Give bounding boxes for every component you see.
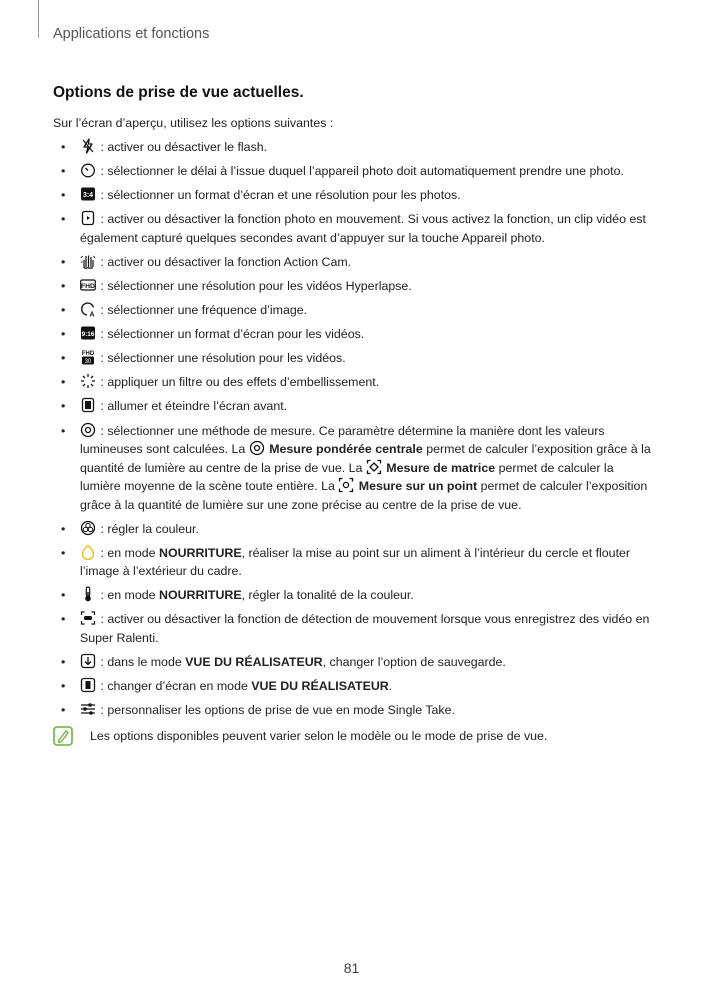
- option-item: [53, 325, 653, 344]
- bullet: •: [61, 521, 66, 536]
- bullet: •: [61, 212, 66, 227]
- option-text: : appliquer un filtre ou des effets d’embellissement.: [97, 375, 380, 390]
- bullet: •: [61, 399, 66, 414]
- action-cam-hand-icon: [80, 253, 96, 269]
- section-header: Applications et fonctions: [53, 26, 210, 42]
- option-text: : activer ou désactiver la fonction photo en mouvement. Si vous activez la fonction, un clip vidéo est également capturé quelques secondes avant d’appuyer sur la touche Appareil photo.: [80, 212, 646, 245]
- bullet: •: [61, 545, 66, 560]
- intro-text: Sur l’écran d’aperçu, utilisez les options suivantes :: [53, 116, 334, 130]
- option-term: VUE DU RÉALISATEUR: [251, 679, 389, 694]
- option-item: [53, 138, 653, 157]
- matrix-icon: [366, 459, 382, 475]
- motion-detect-icon: [80, 610, 96, 626]
- svg-text:A: A: [89, 311, 95, 318]
- bullet: •: [61, 375, 66, 390]
- bullet: •: [61, 423, 66, 438]
- svg-text:3:4: 3:4: [82, 192, 94, 200]
- option-item: [53, 186, 653, 205]
- option-item: [53, 397, 653, 416]
- bullet: •: [61, 612, 66, 627]
- option-item: [53, 210, 653, 247]
- option-text: : activer ou désactiver la fonction de détection de mouvement lorsque vous enregistrez des vidéo en Super Ralenti.: [80, 612, 650, 645]
- color-tone-icon: [80, 520, 96, 536]
- svg-text:9:16: 9:16: [81, 331, 95, 339]
- front-flash-icon: [80, 397, 96, 413]
- option-text: : sélectionner le délai à l’issue duquel l’appareil photo doit automatiquement prendre une photo.: [97, 164, 624, 179]
- svg-text:FHD: FHD: [81, 283, 95, 291]
- svg-text:30: 30: [84, 359, 92, 366]
- option-item: [53, 586, 653, 605]
- flash-icon: [80, 138, 96, 154]
- center-weighted-icon: [249, 440, 265, 456]
- bullet: •: [61, 588, 66, 603]
- option-text: : en mode: [97, 588, 159, 603]
- option-term: VUE DU RÉALISATEUR: [185, 655, 323, 669]
- bullet: •: [61, 164, 66, 179]
- option-text: : sélectionner un format d’écran et une résolution pour les photos.: [97, 188, 461, 203]
- spot-icon: [338, 477, 354, 493]
- option-text: , régler la tonalité de la couleur.: [241, 588, 414, 603]
- option-text: permet de calculer l’exposition grâce à la quantité de lumière sur une zone précise au centre de la prise de vue.: [80, 479, 648, 512]
- option-item: [53, 277, 653, 296]
- bullet: •: [61, 254, 66, 269]
- bullet: •: [61, 327, 66, 342]
- note-text: Les options disponibles peuvent varier selon le modèle ou le mode de prise de vue.: [90, 729, 548, 743]
- option-term: Mesure pondérée centrale: [265, 442, 423, 457]
- option-text: : personnaliser les options de prise de vue en mode Single Take.: [97, 703, 455, 718]
- option-item: [53, 162, 653, 181]
- option-text: permet de calculer la lumière moyenne de la scène toute entière. La: [80, 460, 614, 494]
- option-item: [53, 610, 653, 647]
- bullet: •: [61, 303, 66, 318]
- option-text: , réaliser la mise au point sur un aliment à l’intérieur du cercle et flouter l’image à l’extérieur du cadre.: [80, 545, 631, 579]
- option-text: .: [388, 679, 393, 694]
- save-option-icon: [80, 653, 96, 669]
- option-item: [53, 349, 653, 368]
- note-pencil-icon: [53, 726, 73, 746]
- option-term: NOURRITURE: [159, 545, 242, 560]
- option-text: : sélectionner une résolution pour les vidéos.: [97, 351, 346, 366]
- option-item: [53, 701, 653, 720]
- option-item: [53, 653, 653, 672]
- option-item: [53, 544, 653, 581]
- option-item: [53, 373, 653, 392]
- option-text: : changer d’écran en mode: [97, 679, 252, 694]
- options-list: [53, 138, 653, 725]
- food-focus-icon: [80, 544, 96, 560]
- option-item: [53, 520, 653, 539]
- settings-sliders-icon: [80, 701, 96, 717]
- option-text: , changer l’option de sauvegarde.: [322, 655, 506, 669]
- video-resolution-fhd30-icon: [80, 349, 96, 365]
- fhd-icon: [80, 277, 96, 293]
- frame-rate-auto-icon: [80, 301, 96, 317]
- option-text: : sélectionner une résolution pour les vidéos Hyperlapse.: [97, 278, 412, 293]
- option-text: : sélectionner un format d’écran pour les vidéos.: [97, 327, 365, 342]
- bullet: •: [61, 278, 66, 293]
- option-term: Mesure sur un point: [355, 479, 478, 494]
- option-term: Mesure de matrice: [382, 460, 496, 475]
- page-title: Options de prise de vue actuelles.: [53, 84, 304, 101]
- option-text: : sélectionner une méthode de mesure. Ce paramètre détermine la manière dont les valeurs lumineuses sont calculées. La: [80, 423, 605, 457]
- option-text: : activer ou désactiver le flash.: [97, 140, 268, 154]
- svg-text:FHD: FHD: [81, 351, 95, 358]
- option-text: permet de calculer l’exposition grâce à la quantité de lumière au centre de la prise de vue. La: [80, 442, 651, 475]
- option-text: : régler la couleur.: [97, 521, 199, 536]
- bullet: •: [61, 351, 66, 366]
- bullet: •: [61, 679, 66, 694]
- header-divider: [38, 0, 39, 38]
- option-text: : dans le mode: [97, 655, 186, 669]
- timer-icon: [80, 162, 96, 178]
- metering-icon: [80, 422, 96, 438]
- page-number: 81: [343, 960, 360, 976]
- motion-photo-icon: [80, 210, 96, 226]
- bullet: •: [61, 703, 66, 718]
- bullet: •: [61, 188, 66, 203]
- option-item: [53, 301, 653, 320]
- filter-effects-icon: [80, 373, 96, 389]
- option-text: : allumer et éteindre l’écran avant.: [97, 399, 288, 414]
- option-text: : en mode: [97, 545, 159, 560]
- option-item: [53, 677, 653, 696]
- bullet: •: [61, 140, 66, 154]
- bullet: •: [61, 655, 66, 669]
- switch-screen-icon: [80, 677, 96, 693]
- temperature-icon: [80, 586, 96, 602]
- option-item: [53, 422, 653, 515]
- option-term: NOURRITURE: [159, 588, 242, 603]
- option-item: [53, 253, 653, 272]
- option-text: : activer ou désactiver la fonction Action Cam.: [97, 254, 352, 269]
- aspect-ratio-3-4-icon: [80, 186, 96, 202]
- option-text: : sélectionner une fréquence d’image.: [97, 303, 308, 318]
- aspect-ratio-9-16-icon: [80, 325, 96, 341]
